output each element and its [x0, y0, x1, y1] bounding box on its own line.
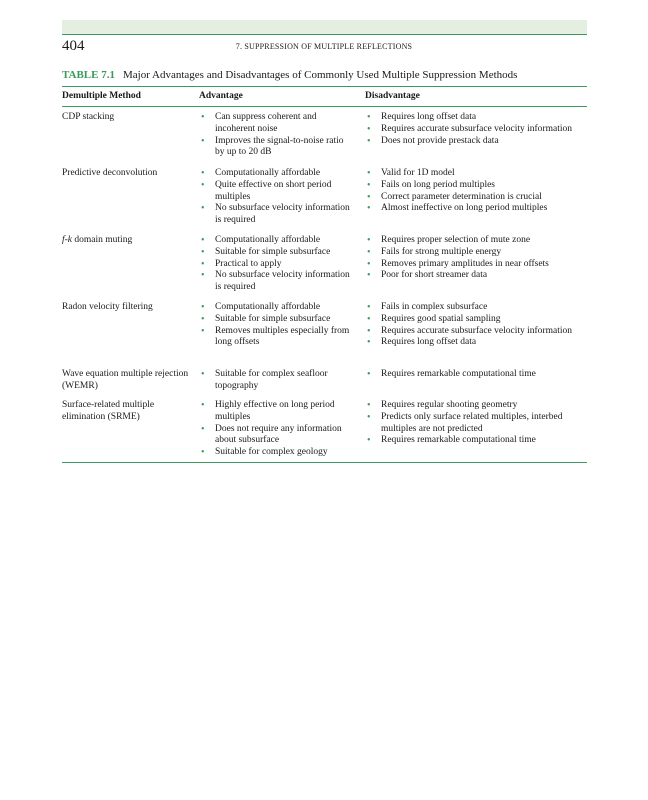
disadvantage-list	[365, 369, 589, 381]
advantage-list	[199, 235, 351, 294]
list-item: • No subsurface velocity information is required	[199, 270, 351, 294]
column-header-disadvantage: Disadvantage	[365, 91, 420, 101]
list-item: • Requires accurate subsurface velocity information	[365, 326, 589, 338]
method-cell	[62, 235, 192, 247]
table-caption-text: Major Advantages and Disadvantages of Commonly Used Multiple Suppression Methods	[122, 69, 518, 81]
table-bottom-rule	[62, 462, 587, 463]
table-row	[62, 369, 587, 395]
column-header-advantage: Advantage	[199, 91, 243, 101]
list-item: • Requires good spatial sampling	[365, 314, 589, 326]
method-text-part: domain muting	[72, 235, 133, 245]
advantage-list	[199, 168, 351, 227]
list-item: • Fails in complex subsurface	[365, 302, 589, 314]
disadvantage-list	[365, 400, 589, 447]
table-row	[62, 168, 587, 228]
table-header-rule	[62, 106, 587, 107]
list-item: • Requires remarkable computational time	[365, 435, 589, 447]
list-item: • Does not provide prestack data	[365, 136, 589, 148]
list-item: • Removes primary amplitudes in near offsets	[365, 259, 589, 271]
list-item: • Fails on long period multiples	[365, 180, 589, 192]
column-header-method: Demultiple Method	[62, 91, 141, 101]
list-item: • Poor for short streamer data	[365, 270, 589, 282]
list-item: • Valid for 1D model	[365, 168, 589, 180]
list-item: • Practical to apply	[199, 259, 351, 271]
table-top-rule	[62, 86, 587, 87]
list-item: • Computationally affordable	[199, 302, 351, 314]
header-rule	[62, 34, 587, 35]
list-item: • Suitable for complex geology	[199, 447, 351, 459]
list-item: • Requires long offset data	[365, 112, 589, 124]
list-item: • Requires long offset data	[365, 337, 589, 349]
method-cell: CDP stacking	[62, 112, 115, 122]
list-item: • Requires regular shooting geometry	[365, 400, 589, 412]
disadvantage-list	[365, 168, 589, 215]
table-row	[62, 400, 587, 460]
method-cell: Wave equation multiple rejection (WEMR)	[62, 369, 189, 391]
table-row	[62, 112, 587, 162]
advantage-list	[199, 369, 351, 393]
disadvantage-list	[365, 235, 589, 282]
list-item: • Correct parameter determination is crucial	[365, 192, 589, 204]
list-item: • Quite effective on short period multiples	[199, 180, 351, 204]
list-item: • No subsurface velocity information is required	[199, 203, 351, 227]
list-item: • Can suppress coherent and incoherent noise	[199, 112, 351, 136]
advantage-list	[199, 302, 351, 349]
list-item: • Requires remarkable computational time	[365, 369, 589, 381]
table-label: TABLE 7.1	[62, 69, 115, 81]
list-item: • Almost ineffective on long period multiples	[365, 203, 589, 215]
list-item: • Predicts only surface related multiples, interbed multiples are not predicted	[365, 412, 589, 436]
table-row	[62, 235, 587, 295]
list-item: • Fails for strong multiple energy	[365, 247, 589, 259]
advantage-list	[199, 112, 351, 159]
list-item: • Highly effective on long period multiples	[199, 400, 351, 424]
method-cell: Surface-related multiple elimination (SRME)	[62, 400, 155, 422]
list-item: • Suitable for complex seafloor topography	[199, 369, 351, 393]
running-head: 7. SUPPRESSION OF MULTIPLE REFLECTIONS	[235, 42, 413, 51]
method-cell: Radon velocity filtering	[62, 302, 153, 312]
disadvantage-list	[365, 112, 589, 147]
method-cell: Predictive deconvolution	[62, 168, 158, 178]
table-caption	[62, 69, 587, 82]
disadvantage-list	[365, 302, 589, 349]
list-item: • Does not require any information about subsurface	[199, 424, 351, 448]
list-item: • Requires accurate subsurface velocity information	[365, 124, 589, 136]
list-item: • Requires proper selection of mute zone	[365, 235, 589, 247]
list-item: • Computationally affordable	[199, 168, 351, 180]
header-band	[62, 20, 587, 34]
page-number: 404	[62, 38, 85, 54]
advantage-list	[199, 400, 351, 459]
table-row	[62, 302, 587, 362]
list-item: • Removes multiples especially from long offsets	[199, 326, 351, 350]
list-item: • Suitable for simple subsurface	[199, 247, 351, 259]
method-italic-part: f-k	[62, 235, 73, 245]
list-item: • Computationally affordable	[199, 235, 351, 247]
list-item: • Improves the signal-to-noise ratio by up to 20 dB	[199, 136, 351, 160]
list-item: • Suitable for simple subsurface	[199, 314, 351, 326]
